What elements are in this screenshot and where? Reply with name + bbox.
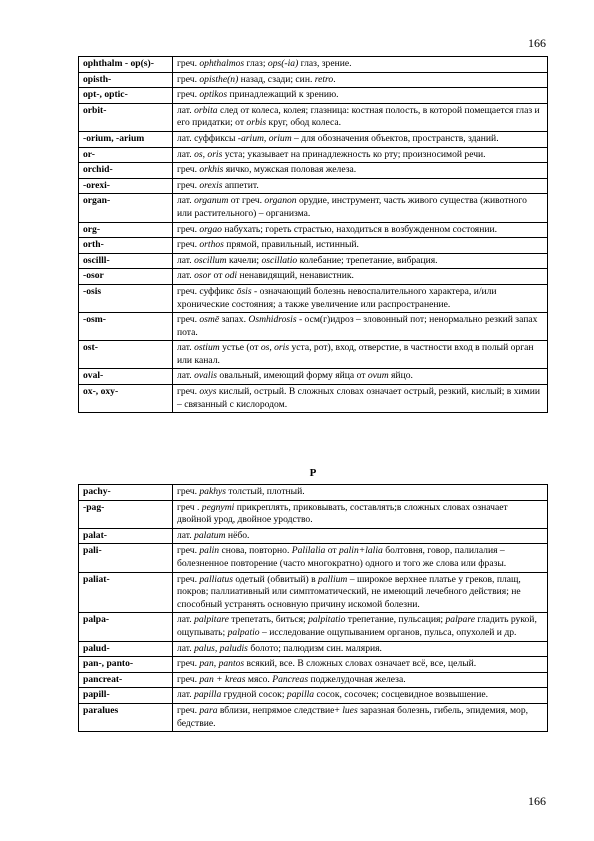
glossary-definition xyxy=(173,163,548,179)
definition-text: греч. xyxy=(177,223,200,235)
page-number-bottom: 166 xyxy=(528,794,546,808)
definition-text: лат. xyxy=(177,148,195,160)
definition-text: вблизи, непрямое следствие+ xyxy=(217,704,343,716)
definition-text: запах. xyxy=(219,314,249,326)
glossary-row xyxy=(79,222,548,238)
glossary-term: organ- xyxy=(79,194,173,222)
definition-text: греч. xyxy=(177,239,200,251)
glossary-table-p-body xyxy=(79,485,548,732)
definition-italic-text: oxys xyxy=(199,386,217,398)
glossary-term: paliat- xyxy=(79,572,173,613)
glossary-row xyxy=(79,385,548,413)
definition-text: греч. xyxy=(177,73,200,85)
glossary-definition xyxy=(173,385,548,413)
definition-text: греч. xyxy=(177,673,200,685)
glossary-definition xyxy=(173,147,548,163)
definition-italic-text: palus, paludis xyxy=(194,642,248,654)
definition-text: греч . xyxy=(177,501,202,513)
definition-italic-text: orbita xyxy=(194,104,218,116)
definition-italic-text: organon xyxy=(264,195,297,207)
glossary-term: org- xyxy=(79,222,173,238)
definition-text: снова, повторно. xyxy=(219,545,292,557)
glossary-definition xyxy=(173,613,548,641)
definition-italic-text: ōsis xyxy=(236,285,252,297)
definition-text: трепетать, биться; xyxy=(228,614,309,626)
glossary-row xyxy=(79,485,548,501)
glossary-term: paralues xyxy=(79,703,173,731)
definition-text: лат. xyxy=(177,104,195,116)
glossary-definition xyxy=(173,672,548,688)
definition-text: уста, рот), вход, отверстие, в частности вход в полый орган или канал. xyxy=(177,342,534,366)
definition-text: уста; указывает на принадлежность ко рту; произносимой речи. xyxy=(222,148,486,160)
glossary-definition xyxy=(173,500,548,528)
definition-italic-text: orbis xyxy=(246,117,267,129)
definition-text: лат. xyxy=(177,689,195,701)
definition-italic-text: Palilalia xyxy=(291,545,326,557)
definition-text: лат. xyxy=(177,642,195,654)
definition-italic-text: ovum xyxy=(367,370,389,382)
glossary-row xyxy=(79,103,548,131)
glossary-definition xyxy=(173,88,548,104)
glossary-term: -osor xyxy=(79,269,173,285)
definition-text: глаз; xyxy=(244,58,268,69)
glossary-row xyxy=(79,641,548,657)
definition-text: яйцо. xyxy=(388,370,413,382)
glossary-row xyxy=(79,163,548,179)
definition-text: греч. xyxy=(177,704,200,716)
definition-italic-text: os, oris xyxy=(260,342,290,354)
definition-italic-text: palpitatio xyxy=(308,614,346,626)
glossary-row xyxy=(79,613,548,641)
glossary-row xyxy=(79,341,548,369)
glossary-definition xyxy=(173,369,548,385)
glossary-term: orchid- xyxy=(79,163,173,179)
definition-text: греч. xyxy=(177,314,200,326)
glossary-row xyxy=(79,703,548,731)
definition-text: назад, сзади; син. xyxy=(238,73,315,85)
definition-text: набухать; гореть страстью, находиться в возбужденном состоянии. xyxy=(221,223,498,235)
definition-text: овальный, имеющий форму яйца от xyxy=(217,370,368,382)
definition-italic-text: oscillatio xyxy=(261,254,298,266)
definition-text: толстый, плотный. xyxy=(226,486,305,497)
definition-italic-text: osmē xyxy=(199,314,220,326)
definition-text: заразная болезнь, гибель, эпидемия, мор, бедствие. xyxy=(177,704,529,729)
definition-italic-text: orgao xyxy=(199,223,222,235)
glossary-term: -orium, -arium xyxy=(79,131,173,147)
definition-italic-text: orthos xyxy=(199,239,224,251)
definition-text: колебание; трепетание, вибрация. xyxy=(297,254,438,266)
glossary-definition xyxy=(173,641,548,657)
definition-text: яичко, мужская половая железа. xyxy=(223,164,357,176)
definition-text: всякий, все. В сложных словах означает всё, все, целый. xyxy=(244,658,477,670)
glossary-row xyxy=(79,369,548,385)
definition-text: . xyxy=(333,73,336,85)
definition-italic-text: opisthe(n) xyxy=(199,73,239,85)
glossary-term: -osm- xyxy=(79,313,173,341)
definition-text: принадлежащий к зрению. xyxy=(227,89,339,101)
glossary-row xyxy=(79,284,548,312)
glossary-term: orth- xyxy=(79,238,173,254)
definition-italic-text: palpare xyxy=(445,614,475,626)
definition-italic-text: odi xyxy=(224,270,238,282)
glossary-term: orbit- xyxy=(79,103,173,131)
glossary-term: pan-, panto- xyxy=(79,657,173,673)
definition-text: лат. xyxy=(177,529,195,541)
definition-text: мясо. xyxy=(245,673,273,685)
glossary-term: ophthalm - op(s)- xyxy=(79,57,173,73)
definition-text: греч. суффикс xyxy=(177,285,237,297)
glossary-row xyxy=(79,253,548,269)
glossary-term: opt-, optic- xyxy=(79,88,173,104)
glossary-term: oval- xyxy=(79,369,173,385)
glossary-definition xyxy=(173,57,548,73)
definition-text: от xyxy=(325,545,340,557)
definition-text: след от колеса, колея; глазница: костная полость, в которой помещается глаз и его придатки; от xyxy=(177,104,540,129)
definition-text: прямой, правильный, истинный. xyxy=(223,239,359,251)
glossary-definition xyxy=(173,572,548,613)
glossary-term: pancreat- xyxy=(79,672,173,688)
glossary-row xyxy=(79,88,548,104)
definition-text: от xyxy=(211,270,225,282)
definition-italic-text: orkhis xyxy=(199,164,224,176)
glossary-row xyxy=(79,178,548,194)
definition-text: ненавидящий, ненавистник. xyxy=(237,270,354,282)
glossary-definition xyxy=(173,284,548,312)
definition-italic-text: ops(-ia) xyxy=(267,58,299,69)
glossary-definition xyxy=(173,72,548,88)
definition-text: – для обозначения объектов, пространств, зданий. xyxy=(291,132,499,144)
definition-text: устье (от xyxy=(219,342,261,354)
definition-text: одетый (обвитый) в xyxy=(232,573,319,585)
glossary-row xyxy=(79,147,548,163)
definition-italic-text: palpitare xyxy=(194,614,229,626)
glossary-row xyxy=(79,313,548,341)
definition-text: – широкое верхнее платье у греков, плащ, покров; паллиативный или симптоматический, не имеющий лечебного действия; не способный устранять основную причину искомой болезни. xyxy=(177,573,521,610)
glossary-row xyxy=(79,131,548,147)
definition-italic-text: palin xyxy=(199,545,220,557)
page-number-top: 166 xyxy=(528,36,546,50)
glossary-row xyxy=(79,500,548,528)
glossary-table-o xyxy=(78,56,548,413)
glossary-term: ox-, oxy- xyxy=(79,385,173,413)
glossary-definition xyxy=(173,528,548,544)
glossary-table-o-body xyxy=(79,57,548,413)
glossary-definition xyxy=(173,341,548,369)
definition-text: глаз, зрение. xyxy=(298,58,352,69)
definition-text: лат. xyxy=(177,270,195,282)
glossary-term: papill- xyxy=(79,688,173,704)
definition-text: греч. xyxy=(177,658,200,670)
glossary-term: oscilll- xyxy=(79,253,173,269)
definition-italic-text: pan, pantos xyxy=(199,658,245,670)
glossary-definition xyxy=(173,178,548,194)
definition-italic-text: palliatus xyxy=(199,573,233,585)
definition-text: грудной сосок; xyxy=(221,689,287,701)
glossary-term: -orexi- xyxy=(79,178,173,194)
definition-text: греч. xyxy=(177,89,200,101)
definition-text: качели; xyxy=(226,254,262,266)
definition-italic-text: orexis xyxy=(199,179,223,191)
definition-text: нёбо. xyxy=(225,529,250,541)
definition-text: болото; палюдизм син. малярия. xyxy=(247,642,382,654)
definition-italic-text: papilla xyxy=(286,689,315,701)
glossary-term: palud- xyxy=(79,641,173,657)
glossary-row xyxy=(79,238,548,254)
glossary-definition xyxy=(173,253,548,269)
definition-text: болтовня, говор, палилалия – болезненное повторение (часто многократно) одного и того же слова или фразы. xyxy=(177,545,507,569)
definition-text: греч. xyxy=(177,545,200,557)
glossary-term: or- xyxy=(79,147,173,163)
definition-text: греч. xyxy=(177,573,200,585)
definition-text: греч. xyxy=(177,58,200,69)
glossary-definition xyxy=(173,194,548,222)
definition-text: - осм(г)идроз – зловонный пот; ненормально резкий запах пота. xyxy=(177,314,538,338)
glossary-definition xyxy=(173,703,548,731)
glossary-row xyxy=(79,688,548,704)
definition-text: греч. xyxy=(177,486,200,497)
definition-italic-text: Pancreas xyxy=(272,673,309,685)
glossary-definition xyxy=(173,657,548,673)
definition-text: кислый, острый. В сложных словах означает острый, резкий, кислый; в химии – связанный с кислородом. xyxy=(177,386,540,410)
section-heading-p: P xyxy=(309,467,317,479)
glossary-term: pali- xyxy=(79,544,173,572)
glossary-definition xyxy=(173,485,548,501)
definition-italic-text: ophthalmos xyxy=(199,58,245,69)
definition-text: поджелудочная железа. xyxy=(308,673,406,685)
definition-text: - означающий болезнь невоспалительного характера, и/или хронические состояния; а также увеличение или распространение. xyxy=(177,285,497,310)
definition-italic-text: oscillum xyxy=(194,254,227,266)
glossary-row xyxy=(79,194,548,222)
definition-italic-text: pakhys xyxy=(199,486,227,497)
definition-text: круг, обод колеса. xyxy=(266,117,341,129)
definition-italic-text: lues xyxy=(342,704,358,716)
definition-text: лат. xyxy=(177,614,195,626)
glossary-row xyxy=(79,72,548,88)
glossary-definition xyxy=(173,131,548,147)
definition-italic-text: organum xyxy=(194,195,229,207)
glossary-row xyxy=(79,657,548,673)
definition-text: орудие, инструмент, часть живого существа (животного или растительного) – организма. xyxy=(177,195,527,219)
glossary-definition xyxy=(173,313,548,341)
definition-text: трепетание, пульсация; xyxy=(345,614,446,626)
glossary-term: palat- xyxy=(79,528,173,544)
glossary-term: -osis xyxy=(79,284,173,312)
glossary-row xyxy=(79,544,548,572)
definition-text: сосок, сосочек; сосцевидное возвышение. xyxy=(314,689,488,701)
definition-italic-text: optikos xyxy=(199,89,228,101)
definition-text: лат. суффиксы xyxy=(177,132,238,144)
definition-italic-text: pegnymi xyxy=(201,501,235,513)
glossary-definition xyxy=(173,544,548,572)
definition-text: лат. xyxy=(177,195,195,207)
glossary-table-p xyxy=(78,484,548,732)
definition-text: лат. xyxy=(177,342,195,354)
definition-text: прикреплять, приковывать, составлять;в сложных словах означает двойной урод, двойное уродство. xyxy=(177,501,508,526)
glossary-definition xyxy=(173,103,548,131)
definition-text: – исследование ощупыванием органов, пульса, опухолей и др. xyxy=(259,626,517,638)
definition-italic-text: pan + kreas xyxy=(199,673,246,685)
glossary-row xyxy=(79,269,548,285)
definition-italic-text: papilla xyxy=(194,689,222,701)
glossary-definition xyxy=(173,222,548,238)
definition-italic-text: os, oris xyxy=(194,148,223,160)
definition-text: греч. xyxy=(177,164,200,176)
definition-italic-text: palin+lalia xyxy=(339,545,383,557)
glossary-term: ost- xyxy=(79,341,173,369)
definition-text: от греч. xyxy=(228,195,265,207)
glossary-row xyxy=(79,572,548,613)
glossary-term: -pag- xyxy=(79,500,173,528)
glossary-term: opisth- xyxy=(79,72,173,88)
definition-text: гладить рукой, ощупывать; xyxy=(177,614,537,638)
definition-text: лат. xyxy=(177,370,195,382)
definition-text: лат. xyxy=(177,254,195,266)
definition-italic-text: Osmhidrosis xyxy=(248,314,297,326)
glossary-definition xyxy=(173,269,548,285)
definition-italic-text: pallium xyxy=(318,573,348,585)
definition-italic-text: ovalis xyxy=(194,370,217,382)
glossary-row xyxy=(79,672,548,688)
definition-italic-text: -arium, orium xyxy=(237,132,292,144)
glossary-term: palpa- xyxy=(79,613,173,641)
definition-text: аппетит. xyxy=(222,179,259,191)
glossary-definition xyxy=(173,238,548,254)
definition-text: греч. xyxy=(177,179,200,191)
definition-italic-text: osor xyxy=(194,270,212,282)
definition-italic-text: para xyxy=(199,704,218,716)
glossary-row xyxy=(79,528,548,544)
definition-text: греч. xyxy=(177,386,200,398)
glossary-row xyxy=(79,57,548,73)
glossary-term: pachy- xyxy=(79,485,173,501)
definition-italic-text: palatum xyxy=(194,529,226,541)
definition-italic-text: palpatio xyxy=(227,626,260,638)
definition-italic-text: ostium xyxy=(194,342,220,354)
definition-italic-text: retro xyxy=(314,73,334,85)
glossary-definition xyxy=(173,688,548,704)
